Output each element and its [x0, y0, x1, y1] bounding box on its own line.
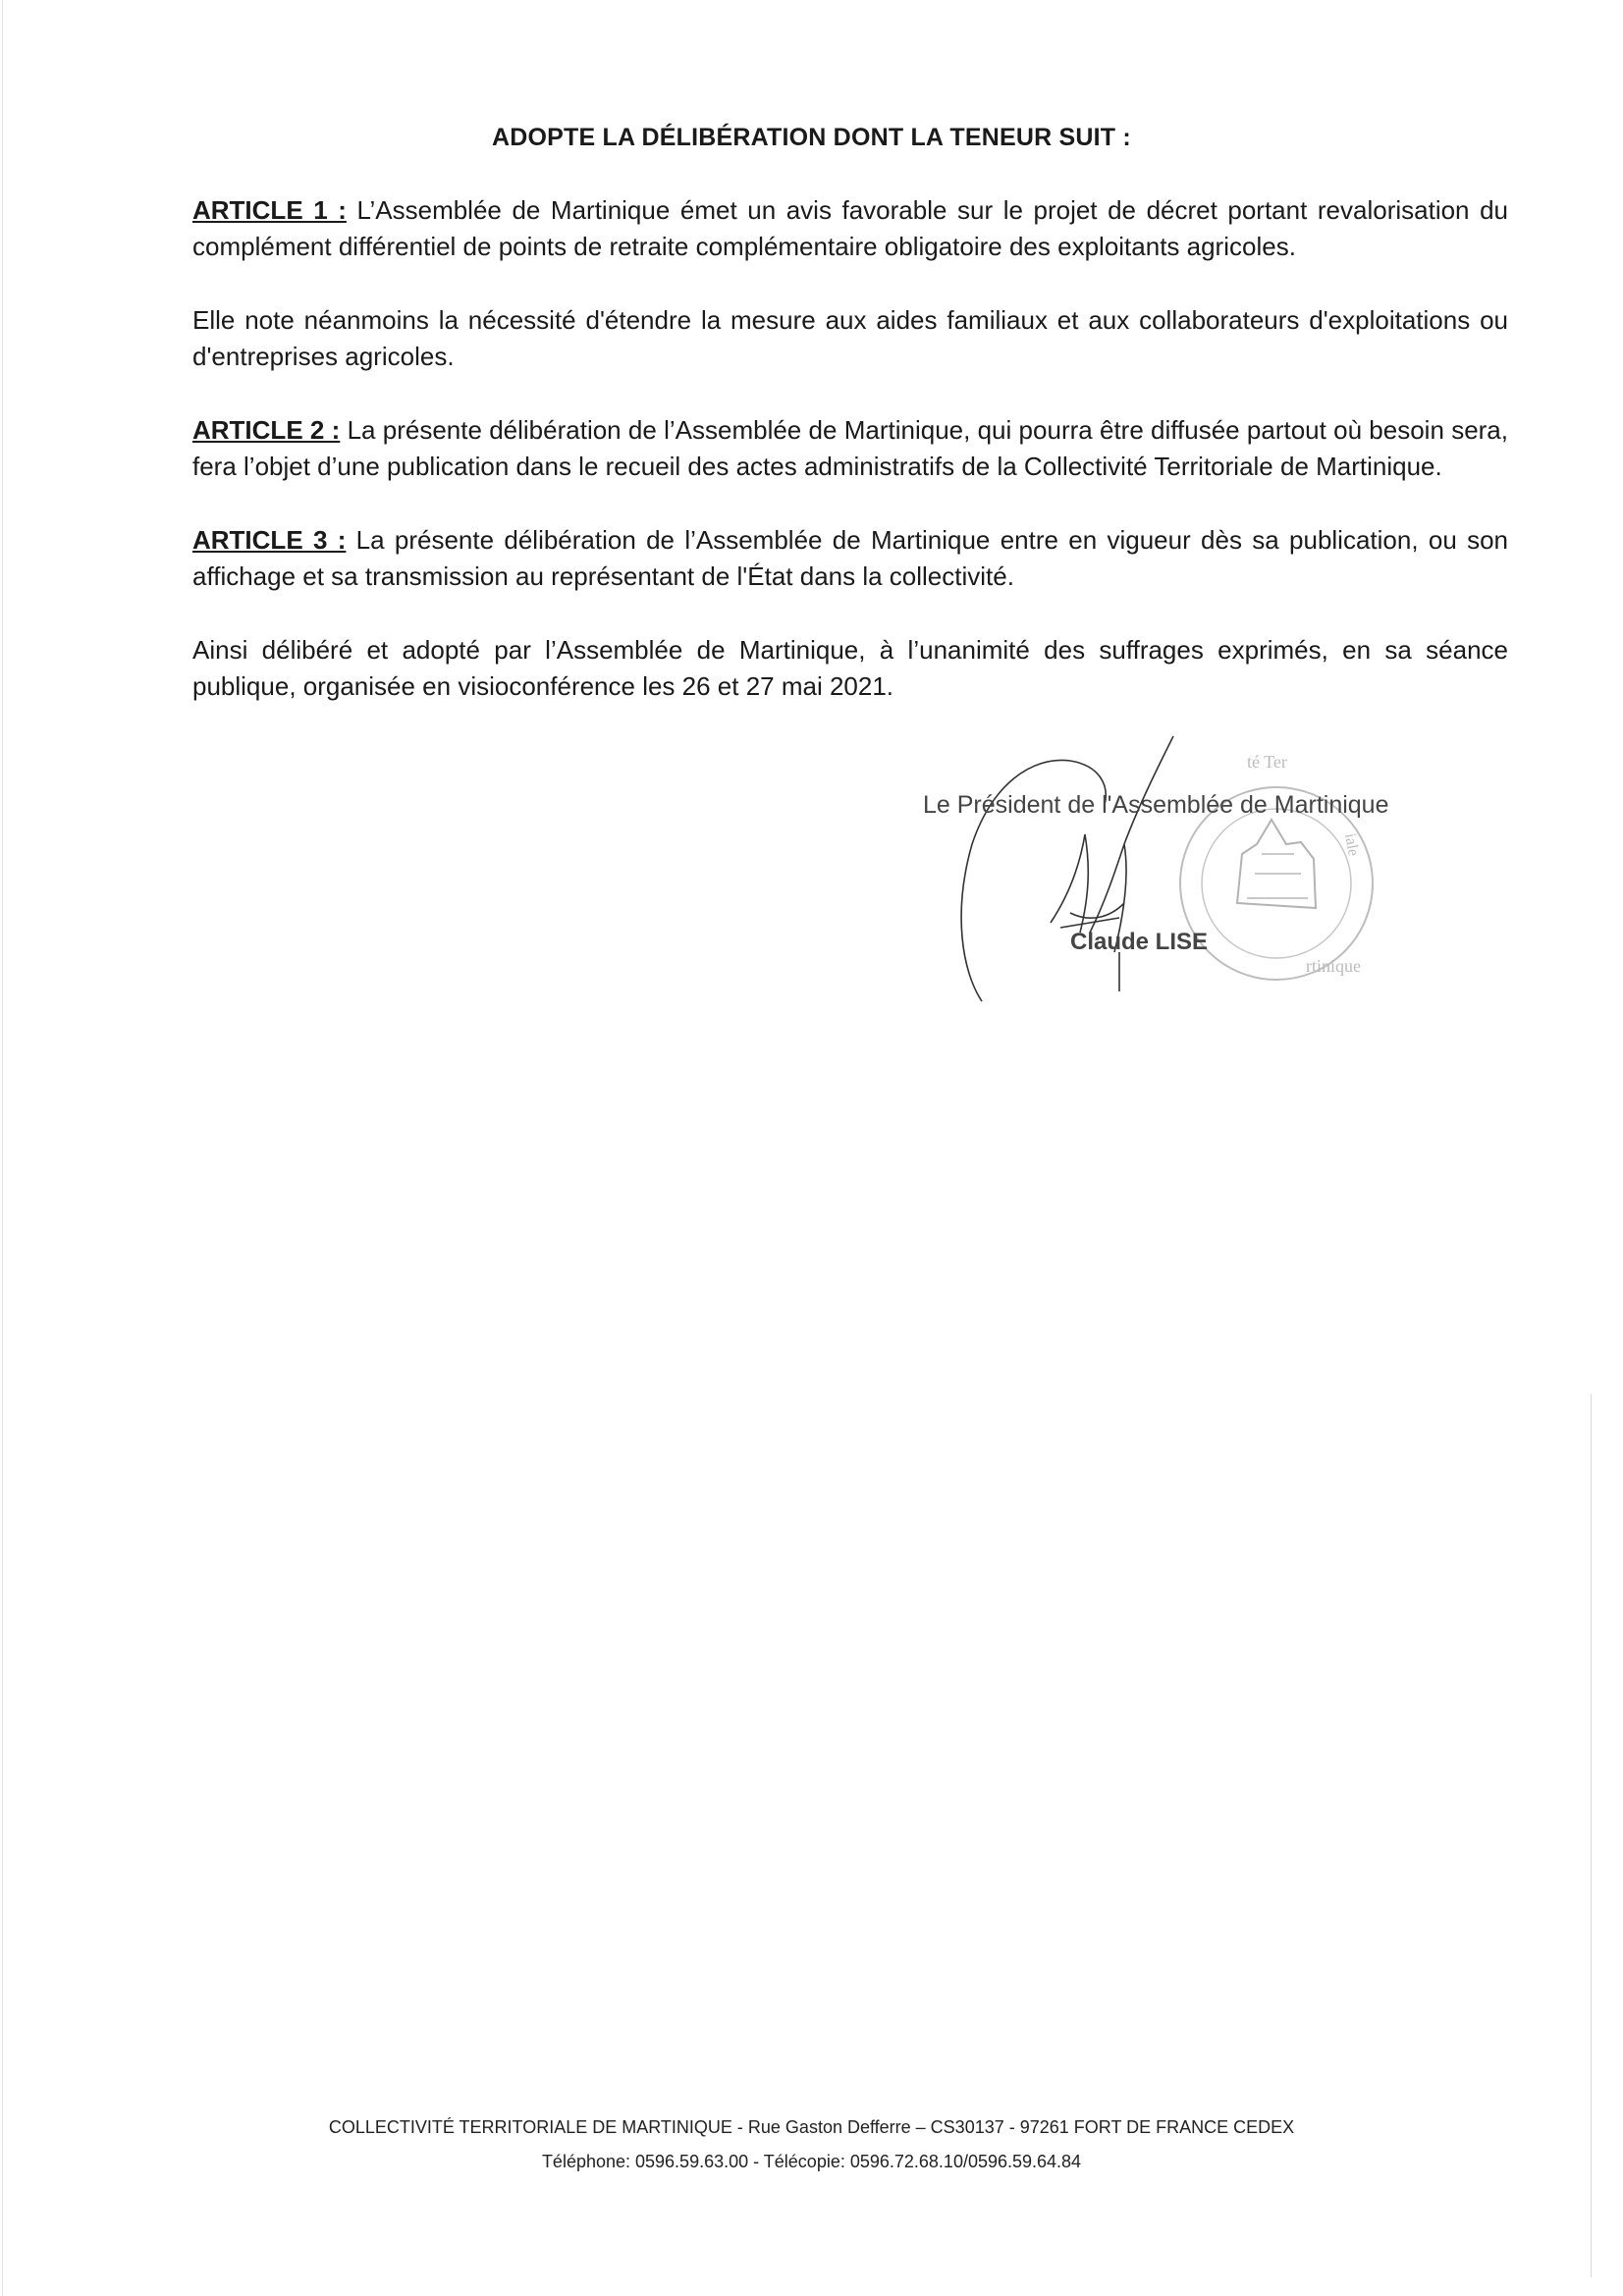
seal-text-right: iale — [1341, 831, 1362, 858]
page-footer — [0, 2110, 1623, 2179]
signatory-name: Claude LISE — [1070, 929, 1209, 955]
article-2-label: ARTICLE 2 : — [192, 415, 341, 445]
document-title: ADOPTE LA DÉLIBÉRATION DONT LA TENEUR SUIT : — [492, 124, 1131, 151]
seal-text-bottom: rtinique — [1306, 956, 1361, 976]
article-2-text: La présente délibération de l’Assemblée de Martinique, qui pourra être diffusée partout où besoin sera, fera l’objet d’une publication dans le recueil des actes administratifs de la Collectivité Territoriale de Martinique. — [192, 415, 1508, 481]
document-body — [192, 192, 1508, 742]
signatory-title: Le Président de l'Assemblée de Martinique — [923, 791, 1389, 819]
article-1-note: Elle note néanmoins la nécessité d'étendre la mesure aux aides familiaux et aux collaborateurs d'exploitations ou d'entreprises agricoles. — [192, 305, 1508, 371]
signature-block — [923, 726, 1414, 1011]
article-3-label: ARTICLE 3 : — [192, 525, 347, 555]
scan-edge — [2, 0, 3, 2296]
footer-contact: Téléphone: 0596.59.63.00 - Télécopie: 0596.72.68.10/0596.59.64.84 — [541, 2152, 1082, 2171]
article-3-text: La présente délibération de l’Assemblée de Martinique entre en vigueur dès sa publication, ou son affichage et sa transmission au représentant de l'État dans la collectivité. — [192, 525, 1508, 591]
signature-and-seal — [923, 726, 1414, 1011]
handwritten-signature — [961, 736, 1173, 1001]
article-1-label: ARTICLE 1 : — [192, 195, 347, 225]
article-1-text: L’Assemblée de Martinique émet un avis favorable sur le projet de décret portant revalorisation du complément différentiel de points de retraite complémentaire obligatoire des exploitants agricoles. — [192, 195, 1508, 261]
article-3 — [192, 522, 1508, 595]
seal-text-top: té Ter — [1247, 752, 1287, 772]
footer-address: COLLECTIVITÉ TERRITORIALE DE MARTINIQUE - Rue Gaston Defferre – CS30137 - 97261 FORT DE FRANCE CEDEX — [328, 2117, 1295, 2137]
article-1 — [192, 192, 1508, 265]
official-seal — [1180, 752, 1373, 980]
closing-statement: Ainsi délibéré et adopté par l’Assemblée de Martinique, à l’unanimité des suffrages exprimés, en sa séance publique, organisée en visioconférence les 26 et 27 mai 2021. — [192, 635, 1508, 701]
article-2 — [192, 412, 1508, 485]
